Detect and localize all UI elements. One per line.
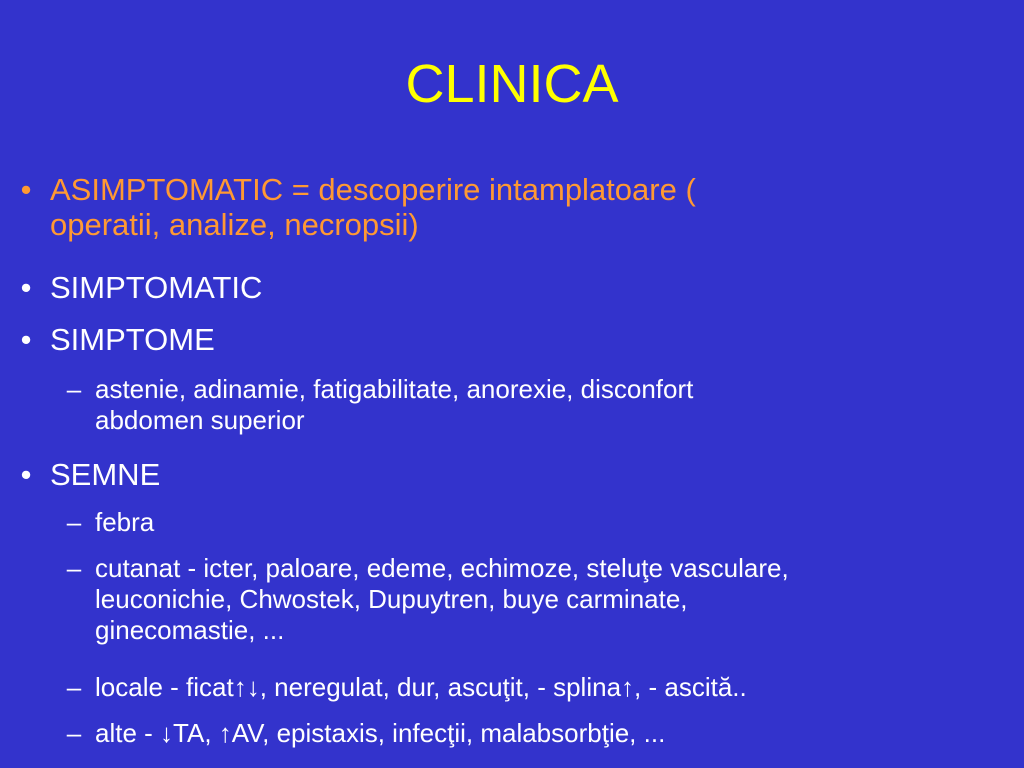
- bullet-text-line: SIMPTOME: [50, 322, 215, 357]
- bullet-text-line: ginecomastie, ...: [95, 615, 285, 645]
- bullet-text-line: SEMNE: [50, 457, 161, 492]
- sub-bullet-marker: –: [66, 553, 82, 583]
- bullet-asimptomatic: [20, 172, 950, 242]
- sub-bullet-cutanat: [66, 553, 1015, 646]
- bullet-marker: •: [20, 172, 32, 207]
- bullet-marker: •: [20, 457, 32, 492]
- slide-title: CLINICA: [405, 54, 619, 114]
- bullet-marker: •: [20, 322, 32, 357]
- sub-bullet-marker: –: [66, 374, 82, 404]
- bullet-text-line: febra: [95, 507, 155, 537]
- sub-bullet-alte: [66, 718, 1015, 749]
- bullet-text-line: locale - ficat↑↓, neregulat, dur, ascuţit, - splina↑, - ascită..: [95, 672, 747, 702]
- bullet-simptomatic: [20, 270, 950, 305]
- bullet-text-line: ASIMPTOMATIC = descoperire intamplatoare (: [50, 172, 696, 207]
- bullet-text-line: alte - ↓TA, ↑AV, epistaxis, infecţii, malabsorbţie, ...: [95, 718, 666, 748]
- bullet-text-line: abdomen superior: [95, 405, 305, 435]
- sub-bullet-febra: [66, 507, 1015, 538]
- bullet-semne: [20, 457, 950, 492]
- sub-bullet-marker: –: [66, 507, 82, 537]
- sub-bullet-simptome-details: [66, 374, 1015, 436]
- bullet-text-line: cutanat - icter, paloare, edeme, echimoze, steluţe vasculare,: [95, 553, 789, 583]
- sub-bullet-marker: –: [66, 718, 82, 748]
- bullet-text-line: leuconichie, Chwostek, Dupuytren, buye carminate,: [95, 584, 688, 614]
- sub-bullet-locale: [66, 672, 1015, 703]
- bullet-text-line: operatii, analize, necropsii): [50, 207, 419, 242]
- bullet-text-line: SIMPTOMATIC: [50, 270, 263, 305]
- sub-bullet-marker: –: [66, 672, 82, 702]
- bullet-simptome: [20, 322, 950, 357]
- bullet-marker: •: [20, 270, 32, 305]
- bullet-text-line: astenie, adinamie, fatigabilitate, anorexie, disconfort: [95, 374, 694, 404]
